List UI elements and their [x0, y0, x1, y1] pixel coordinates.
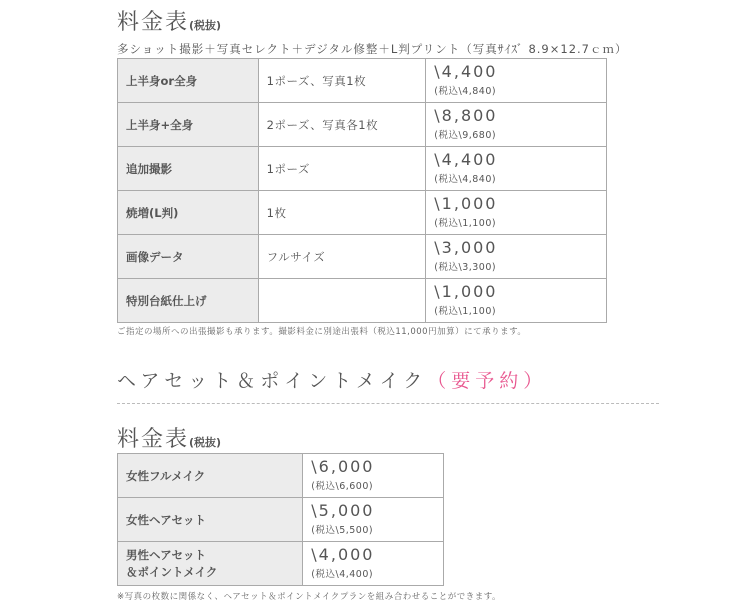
- table-row: [118, 235, 607, 279]
- price-tax-included: (税込\4,840): [434, 174, 497, 185]
- row-desc: フルサイズ: [258, 235, 426, 279]
- price-amount: \6,000: [311, 457, 375, 476]
- price-tax-included: (税込\1,100): [434, 306, 497, 317]
- price-tax-included: (税込\5,500): [311, 525, 374, 536]
- price-tax-included: (税込\4,400): [311, 569, 374, 580]
- title-suffix: (税抜): [189, 436, 222, 449]
- row-label: [118, 454, 303, 498]
- row-price: [426, 235, 607, 279]
- table-row: [118, 454, 444, 498]
- row-label: 追加撮影: [118, 147, 259, 191]
- row-price: [426, 279, 607, 323]
- row-label: 画像データ: [118, 235, 259, 279]
- hair-makeup-price-table: [117, 453, 444, 586]
- table-row: [118, 191, 607, 235]
- price-amount: \1,000: [434, 194, 498, 213]
- row-desc: 2ポーズ、写真各1枚: [258, 103, 426, 147]
- row-price: [303, 454, 444, 498]
- row-label: [118, 498, 303, 542]
- row-desc: 1ポーズ: [258, 147, 426, 191]
- title-text: 料金表: [117, 427, 190, 452]
- row-desc: 1枚: [258, 191, 426, 235]
- price-amount: \8,800: [434, 106, 498, 125]
- price-tax-included: (税込\9,680): [434, 130, 497, 141]
- title-suffix: (税抜): [189, 19, 222, 32]
- combination-note: ※写真の枚数に関係なく、ヘアセット＆ポイントメイクプランを組み合わせることができます。: [117, 592, 502, 602]
- section-divider: [117, 403, 659, 404]
- row-price: [426, 191, 607, 235]
- price-amount: \5,000: [311, 501, 375, 520]
- plan-description: 多ショット撮影＋写真セレクト＋デジタル修整＋L判プリント（写真ｻｲｽﾞ 8.9×12.7ｃｍ）: [117, 42, 628, 56]
- row-label-line1: 男性ヘアセット: [126, 547, 207, 562]
- row-price: [426, 147, 607, 191]
- row-price: [303, 498, 444, 542]
- price-amount: \4,000: [311, 545, 375, 564]
- hair-makeup-heading: [117, 366, 547, 393]
- hair-makeup-price-title: [117, 422, 221, 453]
- price-tax-included: (税込\1,100): [434, 218, 497, 229]
- row-label-line1: 女性フルメイク: [126, 468, 206, 483]
- row-label-line2: ＆ポイントメイク: [126, 564, 218, 579]
- price-table-title: [117, 5, 221, 36]
- price-tax-included: (税込\4,840): [434, 86, 497, 97]
- row-desc: [258, 279, 426, 323]
- row-label: 焼増(L判): [118, 191, 259, 235]
- photo-price-table: [117, 58, 607, 323]
- table-row: [118, 498, 444, 542]
- price-amount: \3,000: [434, 238, 498, 257]
- heading-text: ヘアセット＆ポイントメイク: [117, 370, 428, 392]
- row-price: [426, 103, 607, 147]
- table-row: [118, 279, 607, 323]
- price-tax-included: (税込\3,300): [434, 262, 497, 273]
- row-label: 特別台紙仕上げ: [118, 279, 259, 323]
- table-row: [118, 542, 444, 586]
- table-row: [118, 59, 607, 103]
- price-tax-included: (税込\6,600): [311, 481, 374, 492]
- row-price: [426, 59, 607, 103]
- row-desc: 1ポーズ、写真1枚: [258, 59, 426, 103]
- travel-note: ご指定の場所への出張撮影も承ります。撮影料金に別途出張料（税込11,000円加算）にて承ります。: [117, 327, 527, 337]
- row-label: 上半身+全身: [118, 103, 259, 147]
- row-label-line1: 女性ヘアセット: [126, 512, 207, 527]
- row-label: 上半身or全身: [118, 59, 259, 103]
- title-text: 料金表: [117, 10, 190, 35]
- reservation-required-label: （要予約）: [427, 370, 548, 392]
- table-row: [118, 103, 607, 147]
- row-label: [118, 542, 303, 586]
- price-amount: \1,000: [434, 282, 498, 301]
- price-amount: \4,400: [434, 62, 498, 81]
- table-row: [118, 147, 607, 191]
- row-price: [303, 542, 444, 586]
- price-amount: \4,400: [434, 150, 498, 169]
